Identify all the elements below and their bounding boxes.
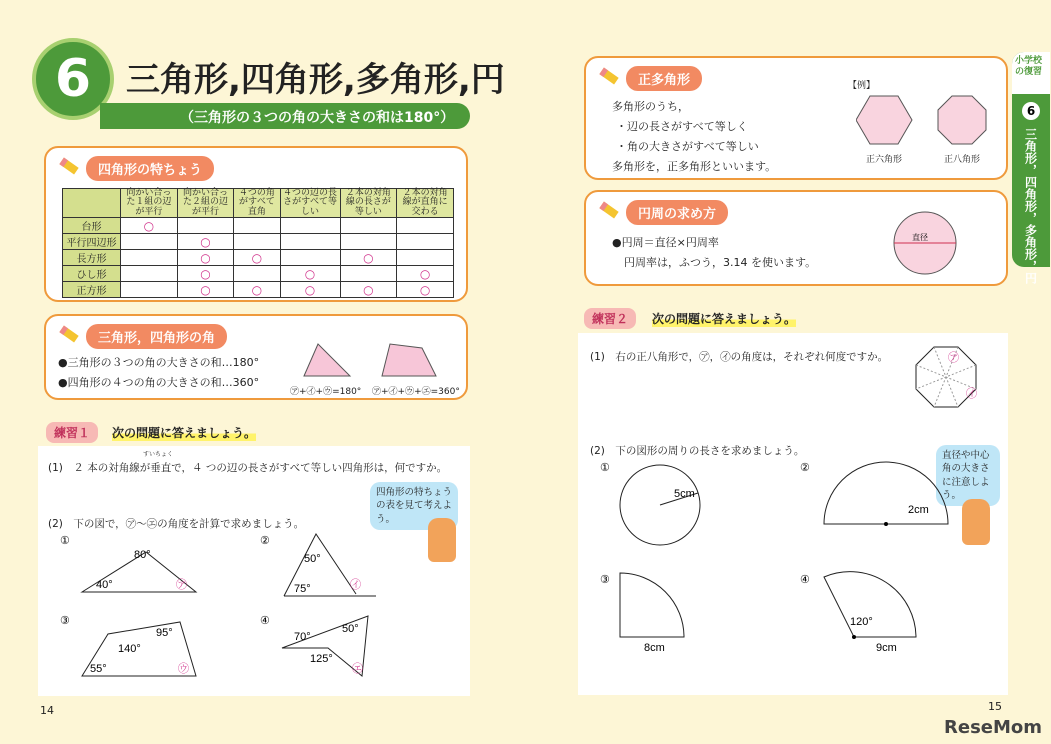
table-cell: ○ — [177, 266, 234, 282]
svg-text:③: ③ — [600, 574, 610, 586]
question-2: (2) 下の図で，㋐～㋓の角度を計算で求めましょう。 — [48, 518, 305, 530]
table-cell — [234, 218, 280, 234]
circle-diameter-figure — [892, 210, 958, 276]
table-cell — [280, 250, 340, 266]
pi-text: 円周率は，ふつう，3.14 を使います。 — [624, 256, 817, 269]
svg-text:95°: 95° — [156, 627, 173, 639]
table-row — [63, 282, 454, 298]
section-heading: 正多角形 — [626, 66, 702, 91]
svg-text:140°: 140° — [118, 643, 141, 655]
svg-text:50°: 50° — [342, 623, 359, 635]
example-label: 【例】 — [848, 81, 876, 91]
svg-text:㋑: ㋑ — [966, 388, 977, 400]
section-heading: 四角形の特ちょう — [86, 156, 214, 181]
svg-text:125°: 125° — [310, 653, 333, 665]
table-cell — [397, 234, 454, 250]
circle-figures — [578, 333, 1008, 695]
table-cell: ○ — [121, 218, 178, 234]
side-chapter-tab — [1012, 52, 1050, 284]
svg-text:55°: 55° — [90, 663, 107, 675]
quadrilateral-figure — [376, 340, 442, 380]
page-number-right: 15 — [988, 700, 1002, 713]
page-title: 三角形,四角形,多角形,円 — [126, 60, 505, 100]
side-tab-number: 6 — [1022, 102, 1040, 120]
angles-box — [44, 314, 468, 400]
table-cell — [340, 266, 397, 282]
table-cell — [234, 266, 280, 282]
table-cell: ○ — [340, 250, 397, 266]
exercise-1-panel — [38, 446, 470, 696]
features-table — [62, 188, 454, 298]
table-cell — [340, 234, 397, 250]
text-line: ・角の大きさがすべて等しい — [616, 140, 759, 153]
hint-bubble: 直径や中心角の大きさに注意しよう。 — [936, 445, 1000, 506]
row-header: ひし形 — [63, 266, 121, 282]
quadrilateral-features-box — [44, 146, 468, 302]
quad-caption: ㋐+㋑+㋒+㋓=360° — [372, 387, 460, 397]
svg-text:②: ② — [260, 535, 270, 547]
col-header: 向かい合った２組の辺が平行 — [177, 189, 234, 218]
table-cell: ○ — [234, 282, 280, 298]
table-cell — [121, 234, 178, 250]
svg-text:③: ③ — [60, 615, 70, 627]
section-heading: 円周の求め方 — [626, 200, 728, 225]
table-row — [63, 234, 454, 250]
col-header: 向かい合った１組の辺が平行 — [121, 189, 178, 218]
chapter-number-badge: 6 — [32, 38, 114, 120]
circumference-box — [584, 190, 1008, 286]
svg-text:㋑: ㋑ — [350, 579, 361, 591]
table-cell — [121, 282, 178, 298]
exercise-2-panel — [578, 333, 1008, 695]
table-cell: ○ — [397, 266, 454, 282]
col-header: ２本の対角線が直角に交わる — [397, 189, 454, 218]
text-line: 多角形のうち， — [612, 100, 689, 113]
exercise-1-title: 次の問題に答えましょう。 — [112, 426, 257, 440]
table-cell — [177, 218, 234, 234]
svg-text:㋓: ㋓ — [352, 663, 363, 675]
table-cell — [280, 218, 340, 234]
svg-text:9cm: 9cm — [876, 642, 897, 654]
svg-text:8cm: 8cm — [644, 642, 665, 654]
svg-text:④: ④ — [800, 574, 810, 586]
col-header: ２本の対角線の長さが等しい — [340, 189, 397, 218]
svg-text:70°: 70° — [294, 631, 311, 643]
exercise-1-label: 練習１ — [46, 422, 98, 443]
svg-text:75°: 75° — [294, 583, 311, 595]
angle-figures — [38, 530, 470, 696]
table-cell — [121, 250, 178, 266]
text-line: 多角形を，正多角形といいます。 — [612, 160, 777, 173]
svg-text:④: ④ — [260, 615, 270, 627]
row-header: 長方形 — [63, 250, 121, 266]
triangle-sum-text: ●三角形の３つの角の大きさの和…180° — [58, 356, 260, 369]
table-cell — [397, 250, 454, 266]
table-cell — [234, 234, 280, 250]
svg-text:㋐: ㋐ — [948, 352, 959, 364]
exercise-2-title: 次の問題に答えましょう。 — [652, 312, 797, 326]
octagon-label: 正八角形 — [944, 155, 981, 165]
table-row — [63, 250, 454, 266]
question-2: (2) 下の図形の周りの長さを求めましょう。 — [590, 445, 805, 457]
table-cell — [340, 218, 397, 234]
polygon-examples — [856, 94, 996, 148]
table-cell — [121, 266, 178, 282]
table-cell: ○ — [340, 282, 397, 298]
table-row — [63, 218, 454, 234]
table-cell: ○ — [397, 282, 454, 298]
resemom-logo: ReseMom — [944, 717, 1043, 738]
svg-text:50°: 50° — [304, 553, 321, 565]
side-tab-title: 三角形，四角形，多角形，円 — [1023, 128, 1038, 284]
table-cell: ○ — [177, 282, 234, 298]
quad-sum-text: ●四角形の４つの角の大きさの和…360° — [58, 376, 260, 389]
ruby-text: すいちょく — [143, 451, 174, 458]
svg-text:80°: 80° — [134, 549, 151, 561]
table-cell: ○ — [234, 250, 280, 266]
pencil-icon — [59, 326, 78, 343]
svg-text:㋒: ㋒ — [178, 663, 189, 675]
svg-text:直径: 直径 — [912, 233, 928, 242]
svg-text:120°: 120° — [850, 616, 873, 628]
pencil-icon — [59, 158, 78, 175]
pencil-icon — [599, 202, 618, 219]
section-heading: 三角形，四角形の角 — [86, 324, 227, 349]
side-tab-category: 小学校の復習 — [1012, 52, 1050, 94]
text-line: ・辺の長さがすべて等しく — [616, 120, 748, 133]
page-number-left: 14 — [40, 704, 54, 717]
triangle-caption: ㋐+㋑+㋒=180° — [290, 387, 362, 397]
triangle-figure — [296, 340, 356, 380]
hint-bubble: 四角形の特ちょうの表を見て考えよう。 — [370, 482, 458, 530]
svg-text:5cm: 5cm — [674, 488, 695, 500]
table-cell — [397, 218, 454, 234]
formula-text: ●円周＝直径×円周率 — [612, 236, 719, 249]
regular-polygon-box — [584, 56, 1008, 180]
svg-text:㋐: ㋐ — [176, 579, 187, 591]
svg-text:①: ① — [60, 535, 70, 547]
page-subtitle: （三角形の３つの角の大きさの和は180°） — [100, 103, 470, 129]
table-cell: ○ — [177, 234, 234, 250]
row-header: 平行四辺形 — [63, 234, 121, 250]
col-header: ４つの角がすべて直角 — [234, 189, 280, 218]
question-1: (1) ２ 本の対角線が垂直で，４ つの辺の長さがすべて等しい四角形は，何ですか。 — [48, 462, 448, 474]
table-cell: ○ — [280, 266, 340, 282]
table-row — [63, 266, 454, 282]
exercise-2-label: 練習２ — [584, 308, 636, 329]
table-cell: ○ — [280, 282, 340, 298]
table-cell: ○ — [177, 250, 234, 266]
col-header: ４つの辺の長さがすべて等しい — [280, 189, 340, 218]
hexagon-label: 正六角形 — [866, 155, 903, 165]
row-header: 正方形 — [63, 282, 121, 298]
table-cell — [280, 234, 340, 250]
question-1: (1) 右の正八角形で，㋐，㋑の角度は，それぞれ何度ですか。 — [590, 351, 889, 363]
svg-text:2cm: 2cm — [908, 504, 929, 516]
svg-text:②: ② — [800, 462, 810, 474]
pencil-icon — [599, 68, 618, 85]
svg-text:①: ① — [600, 462, 610, 474]
svg-text:40°: 40° — [96, 579, 113, 591]
row-header: 台形 — [63, 218, 121, 234]
